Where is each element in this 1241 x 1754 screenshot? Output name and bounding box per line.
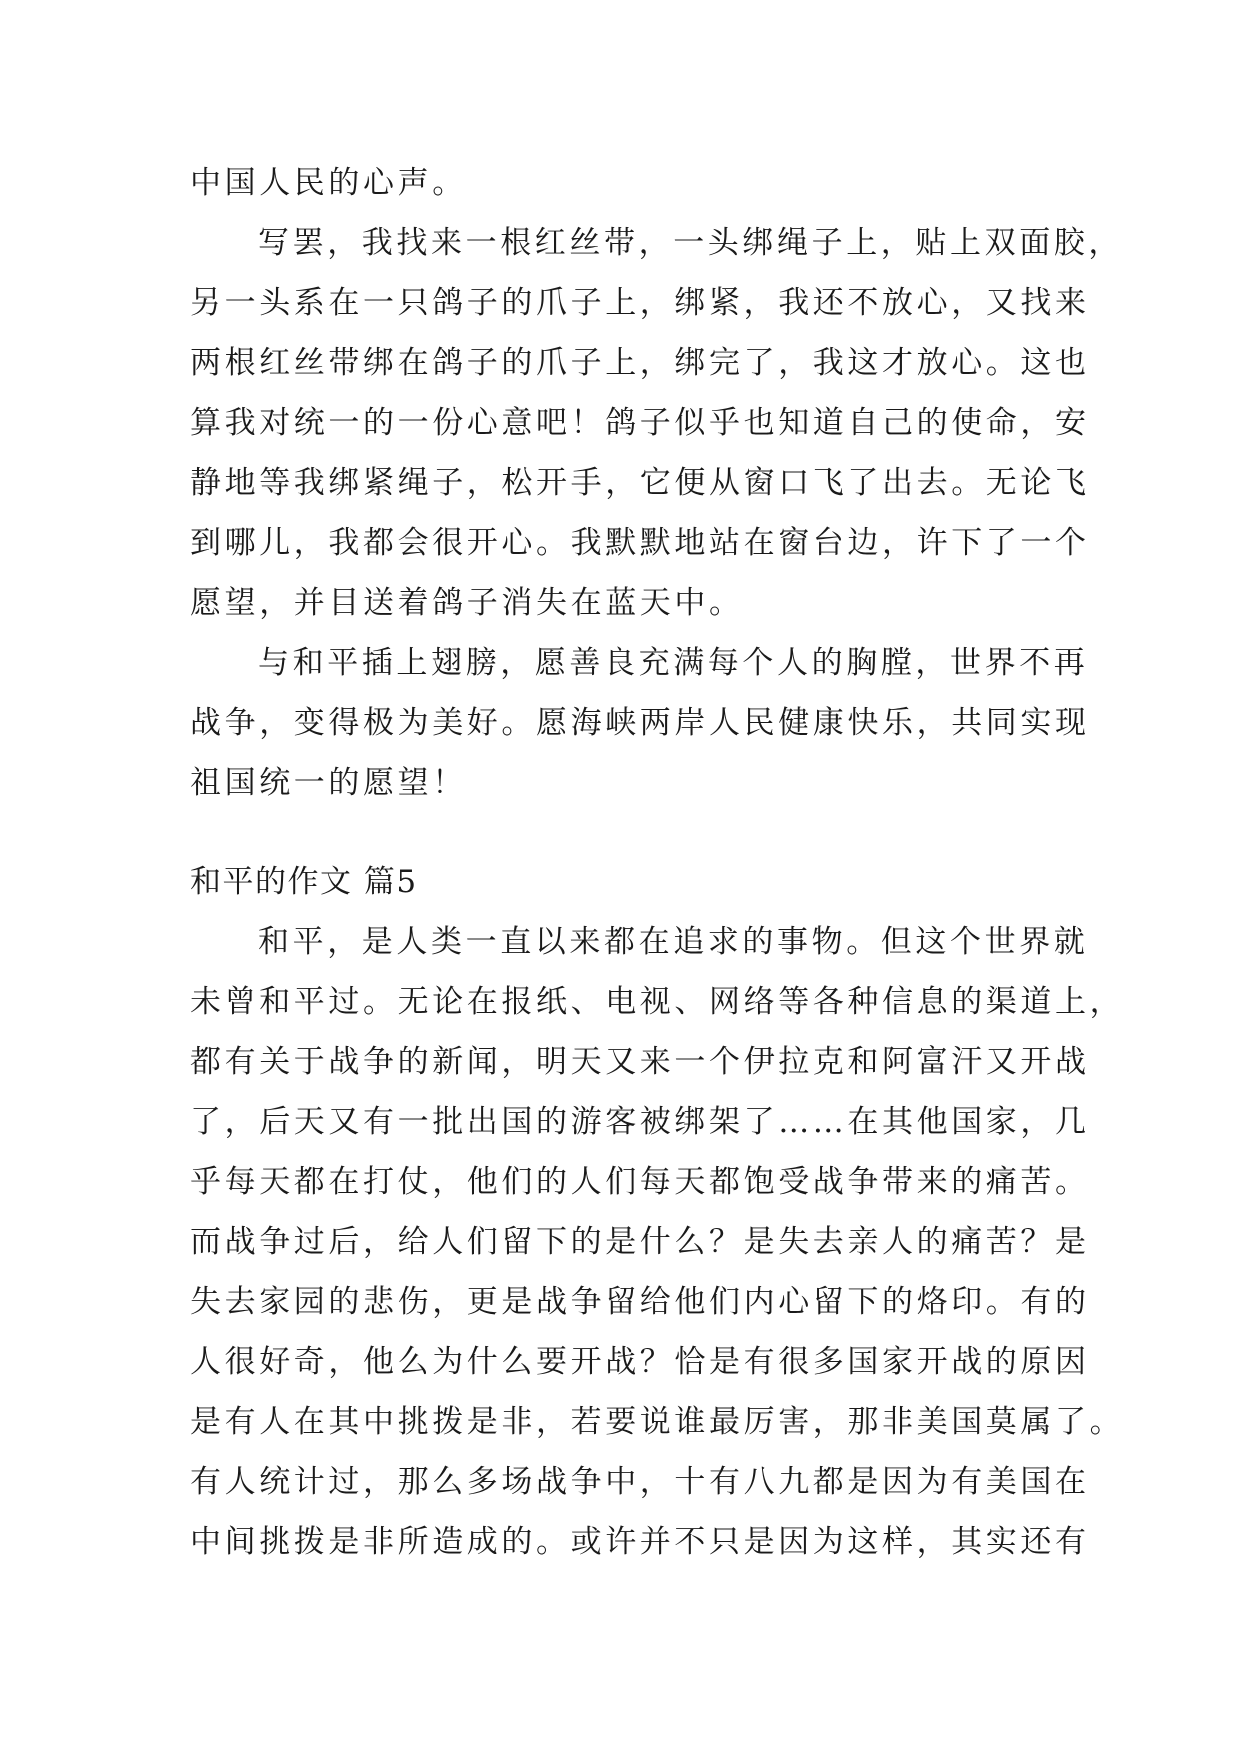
- continuation-text: [190, 153, 1123, 813]
- text-line: 都有关于战争的新闻，明天又来一个伊拉克和阿富汗又开战: [190, 1044, 1090, 1080]
- text-line: 与和平插上翅膀，愿善良充满每个人的胸膛，世界不再: [258, 645, 1089, 681]
- text-line: 算我对统一的一份心意吧！鸽子似乎也知道自己的使命，安: [190, 405, 1090, 441]
- text-line: 祖国统一的愿望！: [190, 765, 467, 801]
- text-line: 失去家园的悲伤，更是战争留给他们内心留下的烙印。有的: [190, 1284, 1090, 1320]
- text-line: 另一头系在一只鸽子的爪子上，绑紧，我还不放心，又找来: [190, 285, 1090, 321]
- text-line: 中国人民的心声。: [190, 165, 467, 201]
- text-line: 有人统计过，那么多场战争中，十有八九都是因为有美国在: [190, 1464, 1090, 1500]
- text-line: 是有人在其中挑拨是非，若要说谁最厉害，那非美国莫属了。: [190, 1404, 1125, 1440]
- text-line: 中间挑拨是非所造成的。或许并不只是因为这样，其实还有: [190, 1524, 1090, 1560]
- text-line: 战争，变得极为美好。愿海峡两岸人民健康快乐，共同实现: [190, 705, 1090, 741]
- essay-section: [190, 852, 1125, 1572]
- text-line: 而战争过后，给人们留下的是什么？是失去亲人的痛苦？是: [190, 1224, 1090, 1260]
- text-line: 到哪儿，我都会很开心。我默默地站在窗台边，许下了一个: [190, 525, 1090, 561]
- text-line: 未曾和平过。无论在报纸、电视、网络等各种信息的渠道上，: [190, 984, 1125, 1020]
- text-line: 写罢，我找来一根红丝带，一头绑绳子上，贴上双面胶，: [258, 225, 1123, 261]
- text-line: 和平，是人类一直以来都在追求的事物。但这个世界就: [258, 924, 1089, 960]
- paragraph: [190, 213, 1123, 633]
- paragraph: [190, 633, 1090, 813]
- paragraph: [190, 912, 1125, 1572]
- section-heading: 和平的作文 篇5: [190, 864, 418, 900]
- text-line: 了，后天又有一批出国的游客被绑架了……在其他国家，几: [190, 1104, 1090, 1140]
- text-line: 乎每天都在打仗，他们的人们每天都饱受战争带来的痛苦。: [190, 1164, 1090, 1200]
- text-line: 愿望，并目送着鸽子消失在蓝天中。: [190, 585, 744, 621]
- text-line: 两根红丝带绑在鸽子的爪子上，绑完了，我这才放心。这也: [190, 345, 1090, 381]
- text-line: 人很好奇，他么为什么要开战？恰是有很多国家开战的原因: [190, 1344, 1090, 1380]
- paragraph: [190, 153, 1062, 213]
- text-line: 静地等我绑紧绳子，松开手，它便从窗口飞了出去。无论飞: [190, 465, 1090, 501]
